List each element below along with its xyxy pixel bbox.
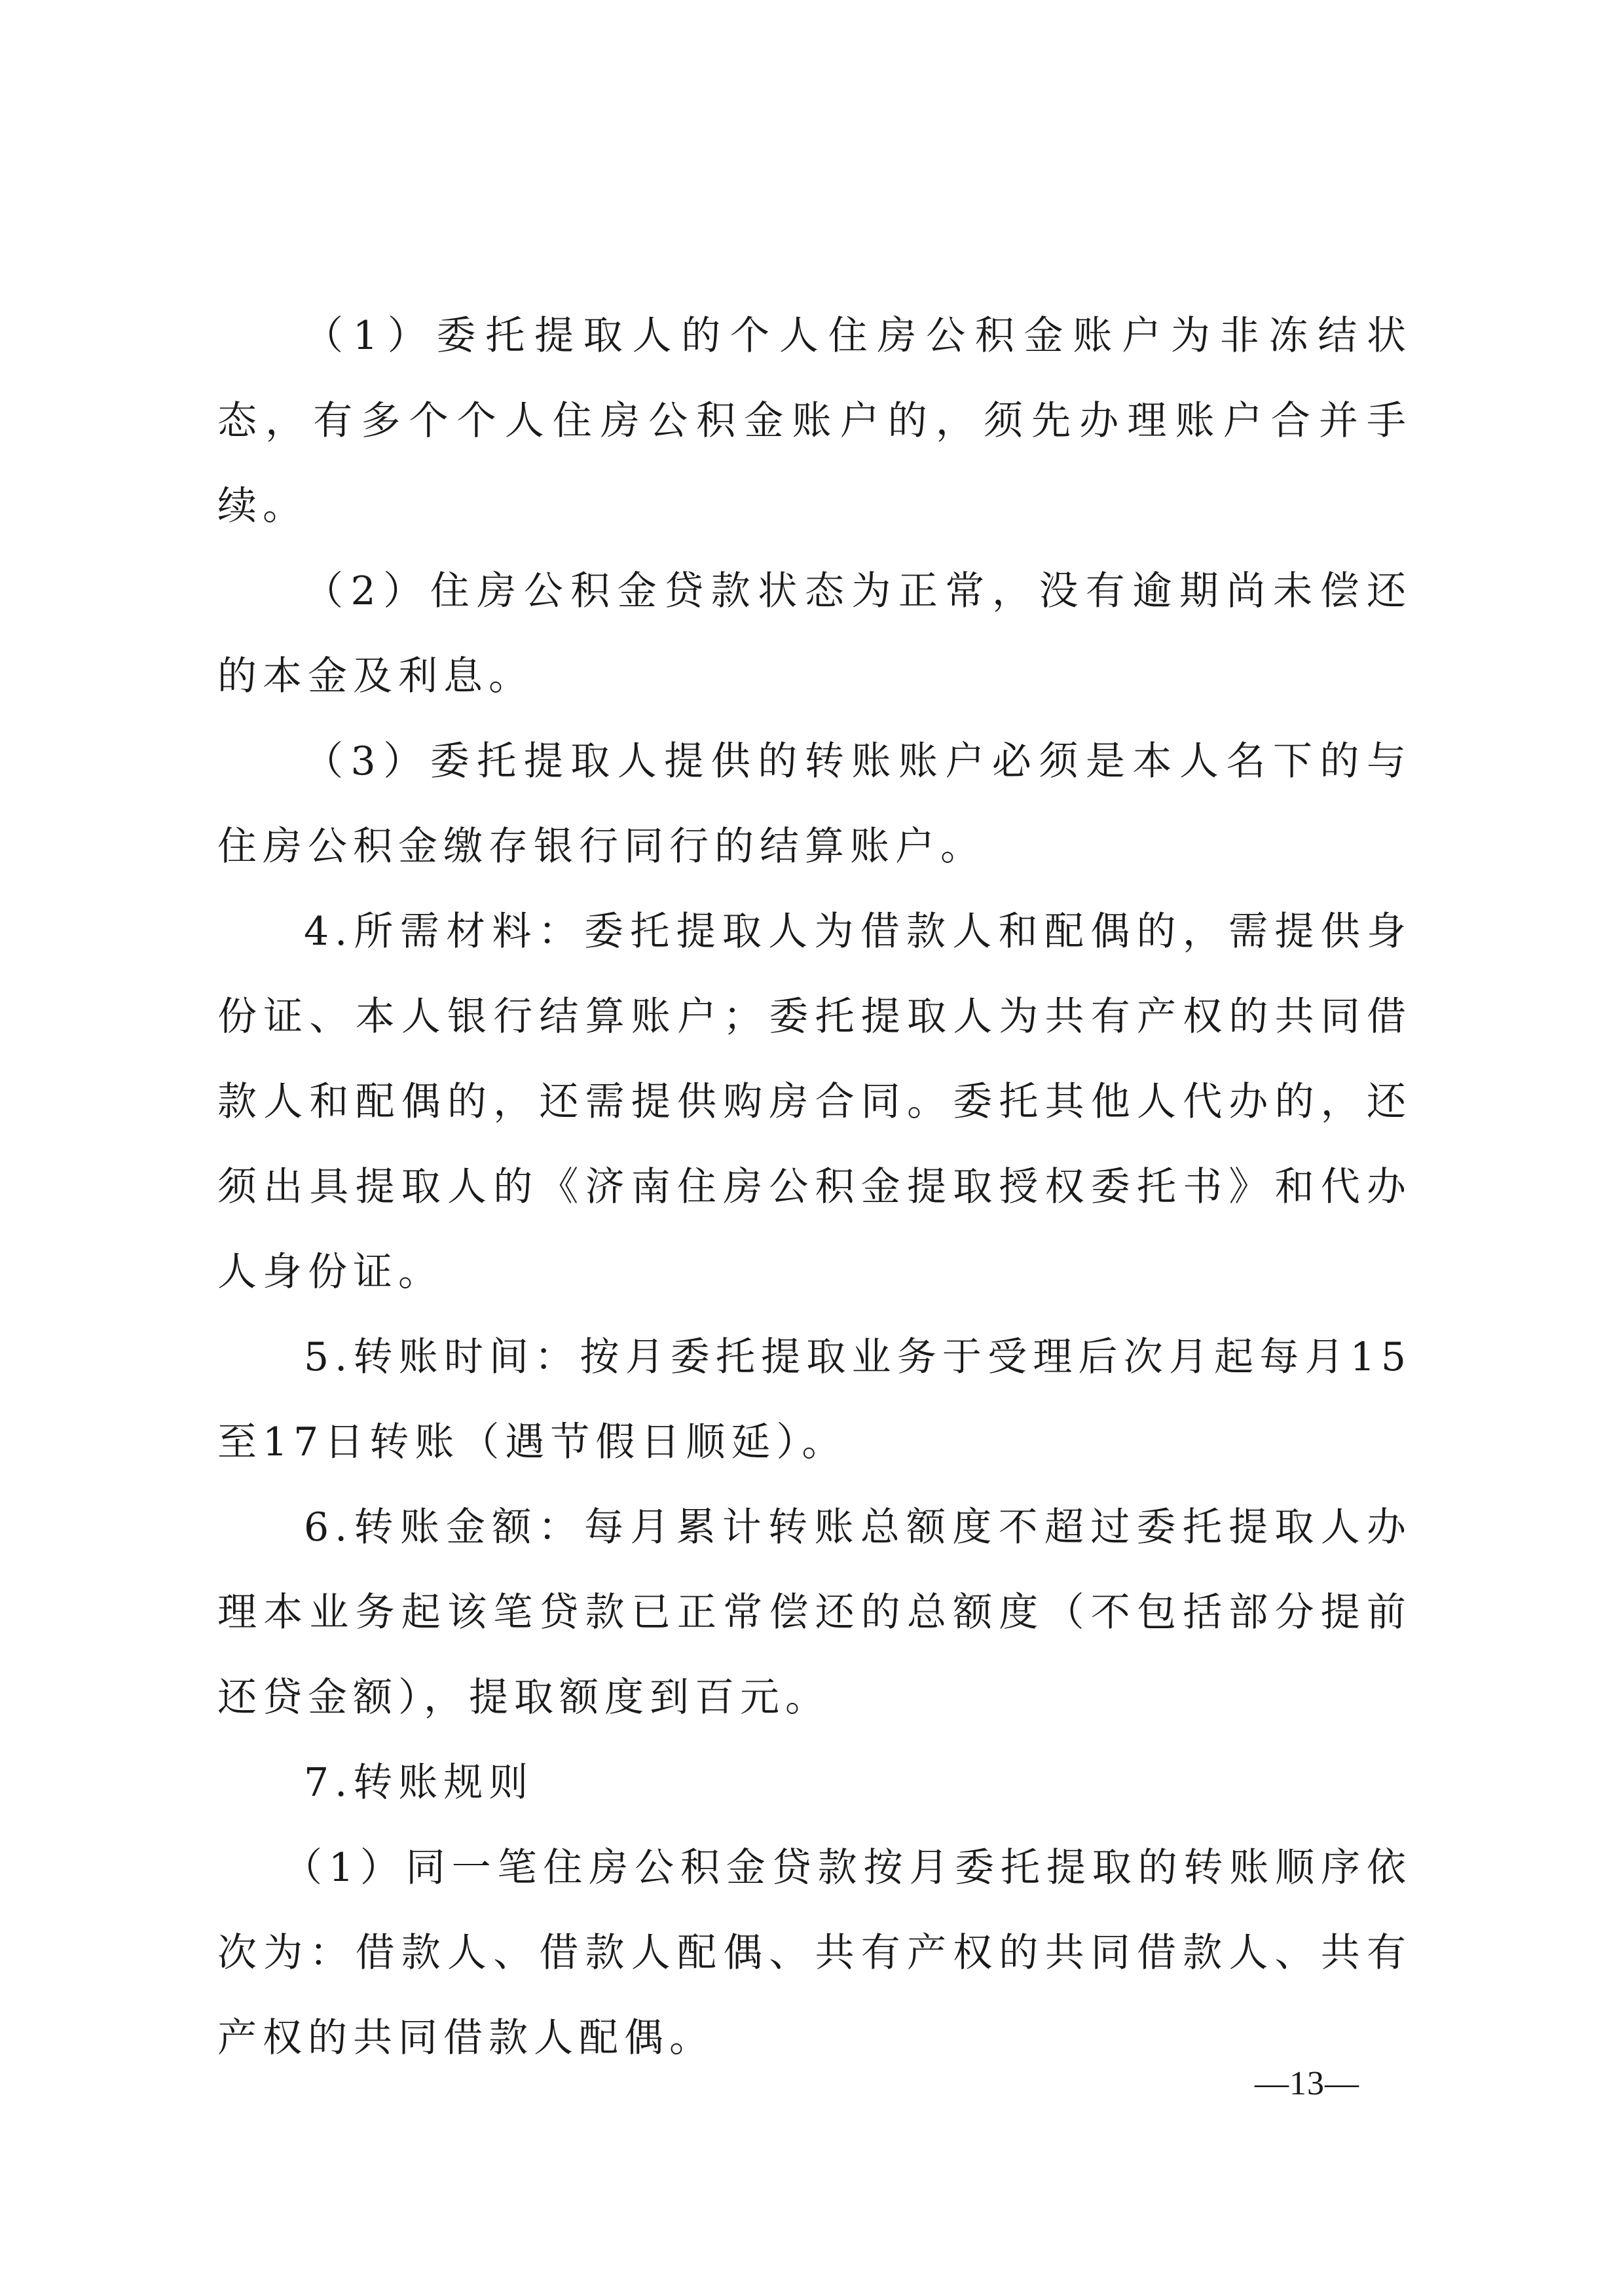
paragraph-transfer-amount: 6.转账金额：每月累计转账总额度不超过委托提取人办理本业务起该笔贷款已正常偿还的总额度（不包括部分提前还贷金额），提取额度到百元。 [217, 1504, 1412, 1721]
paragraph-condition-1: （1）委托提取人的个人住房公积金账户为非冻结状态，有多个个人住房公积金账户的，须先办理账户合并手续。 [217, 313, 1412, 529]
page-number: —13— [1255, 2065, 1359, 2102]
paragraph-condition-3: （3）委托提取人提供的转账账户必须是本人名下的与住房公积金缴存银行同行的结算账户。 [217, 738, 1412, 869]
paragraph-rule-1: （1）同一笔住房公积金贷款按月委托提取的转账顺序依次为：借款人、借款人配偶、共有产权的共同借款人、共有产权的共同借款人配偶。 [217, 1845, 1412, 2061]
paragraph-required-materials: 4.所需材料：委托提取人为借款人和配偶的，需提供身份证、本人银行结算账户；委托提取人为共有产权的共同借款人和配偶的，还需提供购房合同。委托其他人代办的，还须出具提取人的《济南住房公积金提取授权委托书》和代办人身份证。 [217, 909, 1412, 1295]
document-body [217, 293, 1412, 2081]
paragraph-condition-2: （2）住房公积金贷款状态为正常，没有逾期尚未偿还的本金及利息。 [217, 568, 1412, 699]
heading-transfer-rules: 7.转账规则 [304, 1760, 534, 1806]
paragraph-transfer-time: 5.转账时间：按月委托提取业务于受理后次月起每月15至17日转账（遇节假日顺延）。 [217, 1334, 1412, 1465]
